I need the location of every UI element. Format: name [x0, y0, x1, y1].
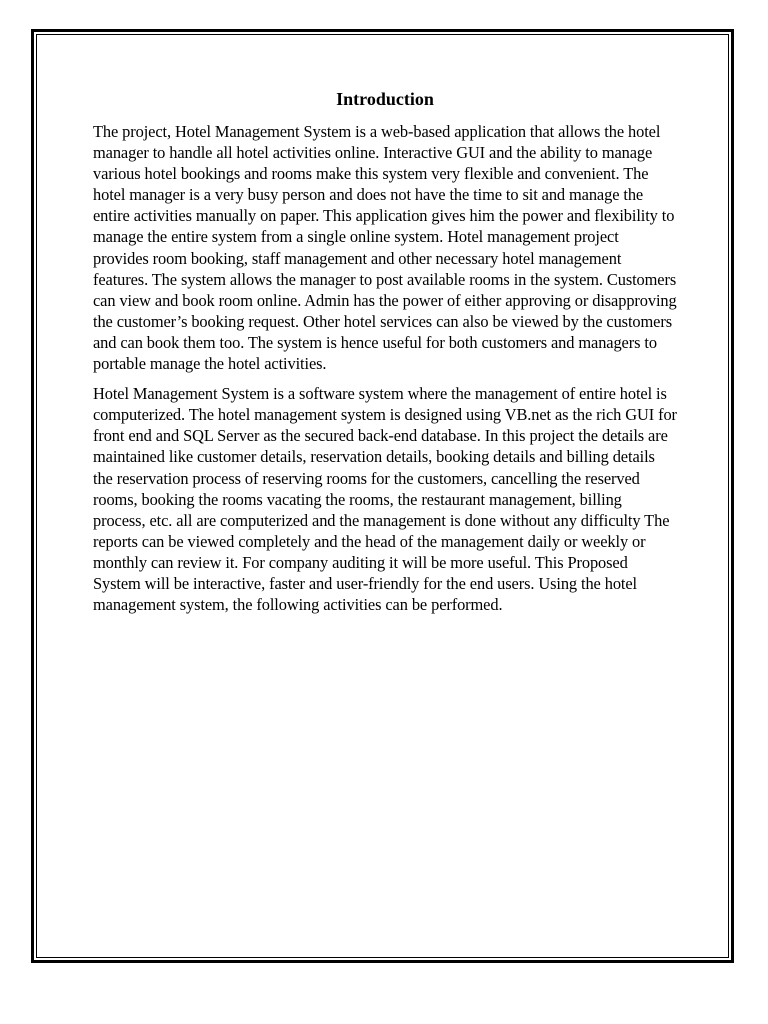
paragraph-1: The project, Hotel Management System is a web-based application that allows the hotel manager to handle all hotel activities online. Interactive GUI and the ability to manage various hotel bookings and rooms make this system very flexible and convenient. The hotel manager is a very busy person and does not have the time to sit and manage the entire activities manually on paper. This application gives him the power and flexibility to manage the entire system from a single online system. Hotel management project provides room booking, staff management and other necessary hotel management features. The system allows the manager to post available rooms in the system. Customers can view and book room online. Admin has the power of either approving or disapproving the customer’s booking request. Other hotel services can also be viewed by the customers and can book them too. The system is hence useful for both customers and managers to portable manage the hotel activities.	[93, 122, 677, 374]
paragraph-2: Hotel Management System is a software system where the management of entire hotel is computerized. The hotel management system is designed using VB.net as the rich GUI for front end and SQL Server as the secured back-end database. In this project the details are maintained like customer details, reservation details, booking details and billing details the reservation process of reserving rooms for the customers, cancelling the reserved rooms, booking the rooms vacating the rooms, the restaurant management, billing process, etc. all are computerized and the management is done without any difficulty The reports can be viewed completely and the head of the management daily or weekly or monthly can review it. For company auditing it will be more useful. This Proposed System will be interactive, faster and user-friendly for the end users. Using the hotel management system, the following activities can be performed.	[93, 384, 677, 615]
page-title: Introduction	[336, 89, 434, 109]
document-body	[93, 86, 677, 624]
